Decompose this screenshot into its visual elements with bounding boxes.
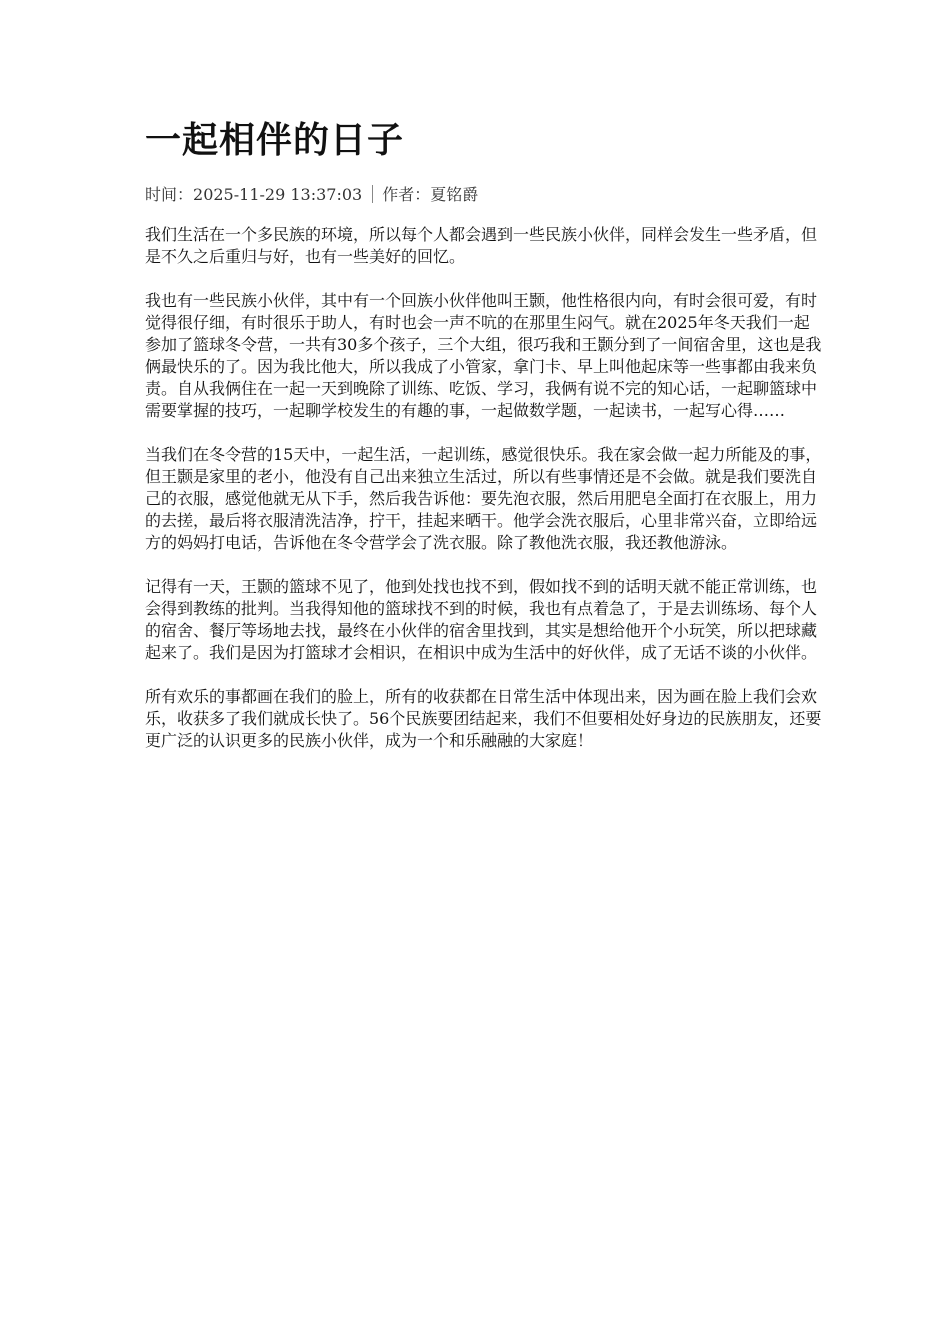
article-body: [145, 224, 825, 752]
article-title: 一起相伴的日子: [145, 119, 405, 161]
paragraph: 记得有一天，王颢的篮球不见了，他到处找也找不到，假如找不到的话明天就不能正常训练，也会得到教练的批判。当我得知他的篮球找不到的时候，我也有点着急了，于是去训练场、每个人的宿舍、餐厅等场地去找，最终在小伙伴的宿舍里找到，其实是想给他开个小玩笑，所以把球藏起来了。我们是因为打篮球才会相识，在相识中成为生活中的好伙伴，成了无话不谈的小伙伴。: [145, 577, 818, 662]
author-label: 作者：: [382, 185, 431, 204]
paragraph: 我也有一些民族小伙伴，其中有一个回族小伙伴他叫王颢，他性格很内向，有时会很可爱，有时觉得很仔细，有时很乐于助人，有时也会一声不吭的在那里生闷气。就在2025年冬天我们一起参加了篮球冬令营，一共有30多个孩子，三个大组，很巧我和王颢分到了一间宿舍里，这也是我俩最快乐的了。因为我比他大，所以我成了小管家，拿门卡、早上叫他起床等一些事都由我来负责。自从我俩住在一起一天到晚除了训练、吃饭、学习，我俩有说不完的知心话，一起聊篮球中需要掌握的技巧，一起聊学校发生的有趣的事，一起做数学题，一起读书，一起写心得……: [145, 291, 822, 420]
time-label: 时间：: [145, 185, 194, 204]
author-value: 夏铭爵: [430, 185, 479, 204]
paragraph: 所有欢乐的事都画在我们的脸上，所有的收获都在日常生活中体现出来，因为画在脸上我们会欢乐，收获多了我们就成长快了。56个民族要团结起来，我们不但要相处好身边的民族朋友，还要更广泛的认识更多的民族小伙伴，成为一个和乐融融的大家庭！: [145, 687, 822, 750]
paragraph: 我们生活在一个多民族的环境，所以每个人都会遇到一些民族小伙伴，同样会发生一些矛盾，但是不久之后重归与好，也有一些美好的回忆。: [145, 225, 818, 266]
paragraph: 当我们在冬令营的15天中，一起生活，一起训练，感觉很快乐。我在家会做一起力所能及的事，但王颢是家里的老小，他没有自己出来独立生活过，所以有些事情还是不会做。就是我们要洗自己的衣服，感觉他就无从下手，然后我告诉他：要先泡衣服，然后用肥皂全面打在衣服上，用力的去搓，最后将衣服清洗洁净，拧干，挂起来晒干。他学会洗衣服后，心里非常兴奋，立即给远方的妈妈打电话，告诉他在冬令营学会了洗衣服。除了教他洗衣服，我还教他游泳。: [145, 445, 822, 552]
article: [145, 112, 825, 774]
meta-divider: [372, 185, 373, 203]
article-meta: [145, 182, 825, 208]
time-value: 2025-11-29 13:37:03: [193, 185, 363, 204]
